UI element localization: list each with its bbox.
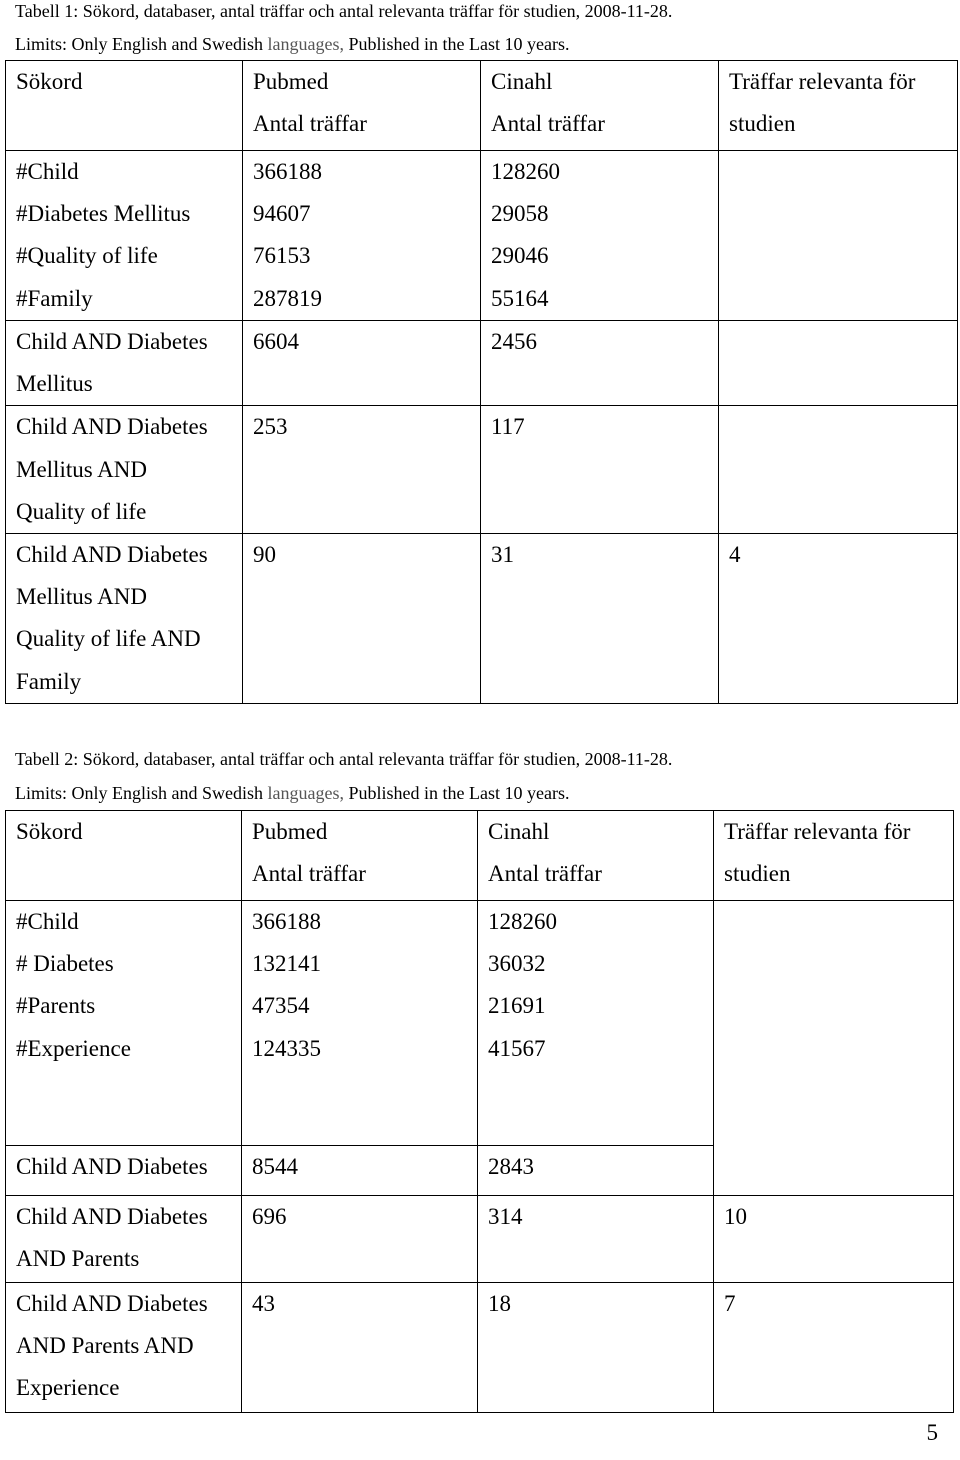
header-relevant: Träffar relevanta för studien: [714, 811, 954, 901]
terms-cell: #Child #Diabetes Mellitus #Quality of life #Family: [6, 151, 243, 321]
table-row: [6, 901, 954, 1146]
cinahl-cell: 31: [481, 534, 719, 704]
table-row: [6, 406, 958, 534]
terms-cell: Child AND Diabetes: [6, 1146, 242, 1196]
table-header-row: [6, 811, 954, 901]
table-row: [6, 321, 958, 406]
pubmed-cell: 253: [243, 406, 481, 534]
search-table-1: [5, 60, 958, 704]
table-row: [6, 1283, 954, 1413]
cinahl-cell: 117: [481, 406, 719, 534]
cinahl-cell: 128260 36032 21691 41567: [478, 901, 714, 1146]
table2-caption: [15, 748, 672, 770]
terms-cell: Child AND Diabetes AND Parents: [6, 1196, 242, 1283]
terms-cell: Child AND Diabetes Mellitus AND Quality of life: [6, 406, 243, 534]
table1-caption: [15, 0, 672, 22]
header-pubmed: Pubmed Antal träffar: [243, 61, 481, 151]
header-sokord: Sökord: [6, 61, 243, 151]
header-sokord: Sökord: [6, 811, 242, 901]
cinahl-cell: 2456: [481, 321, 719, 406]
terms-cell: Child AND Diabetes AND Parents AND Experience: [6, 1283, 242, 1413]
pubmed-cell: 696: [242, 1196, 478, 1283]
cinahl-cell: 128260 29058 29046 55164: [481, 151, 719, 321]
table-row: [6, 151, 958, 321]
pubmed-cell: 43: [242, 1283, 478, 1413]
table2-caption-line1: Tabell 2: Sökord, databaser, antal träffar och antal relevanta träffar för studien, 2008-11-28.: [15, 749, 673, 769]
cinahl-cell: 18: [478, 1283, 714, 1413]
pubmed-cell: 366188 94607 76153 287819: [243, 151, 481, 321]
relevant-cell: [719, 321, 958, 406]
header-cinahl: Cinahl Antal träffar: [481, 61, 719, 151]
table1-limits: Limits: Only English and Swedish languages, Published in the Last 10 years.: [15, 34, 570, 54]
search-table-2: [5, 810, 954, 1413]
table-header-row: [6, 61, 958, 151]
relevant-cell: 7: [714, 1283, 954, 1413]
relevant-cell: [719, 151, 958, 321]
header-relevant: Träffar relevanta för studien: [719, 61, 958, 151]
pubmed-cell: 90: [243, 534, 481, 704]
terms-cell: Child AND Diabetes Mellitus: [6, 321, 243, 406]
relevant-cell: 10: [714, 1196, 954, 1283]
header-cinahl: Cinahl Antal träffar: [478, 811, 714, 901]
table2-limits: Limits: Only English and Swedish languages, Published in the Last 10 years.: [15, 783, 570, 803]
pubmed-cell: 366188 132141 47354 124335: [242, 901, 478, 1146]
cinahl-cell: 314: [478, 1196, 714, 1283]
header-pubmed: Pubmed Antal träffar: [242, 811, 478, 901]
table-row: [6, 534, 958, 704]
table-row: [6, 1196, 954, 1283]
relevant-cell: [719, 406, 958, 534]
relevant-cell: 4: [719, 534, 958, 704]
cinahl-cell: 2843: [478, 1146, 714, 1196]
terms-cell: Child AND Diabetes Mellitus AND Quality of life AND Family: [6, 534, 243, 704]
terms-cell: #Child # Diabetes #Parents #Experience: [6, 901, 242, 1146]
pubmed-cell: 8544: [242, 1146, 478, 1196]
relevant-cell: [714, 901, 954, 1196]
pubmed-cell: 6604: [243, 321, 481, 406]
table1-caption-line1: Tabell 1: Sökord, databaser, antal träffar och antal relevanta träffar för studien, 2008-11-28.: [15, 1, 673, 21]
page-number: 5: [926, 1420, 938, 1445]
